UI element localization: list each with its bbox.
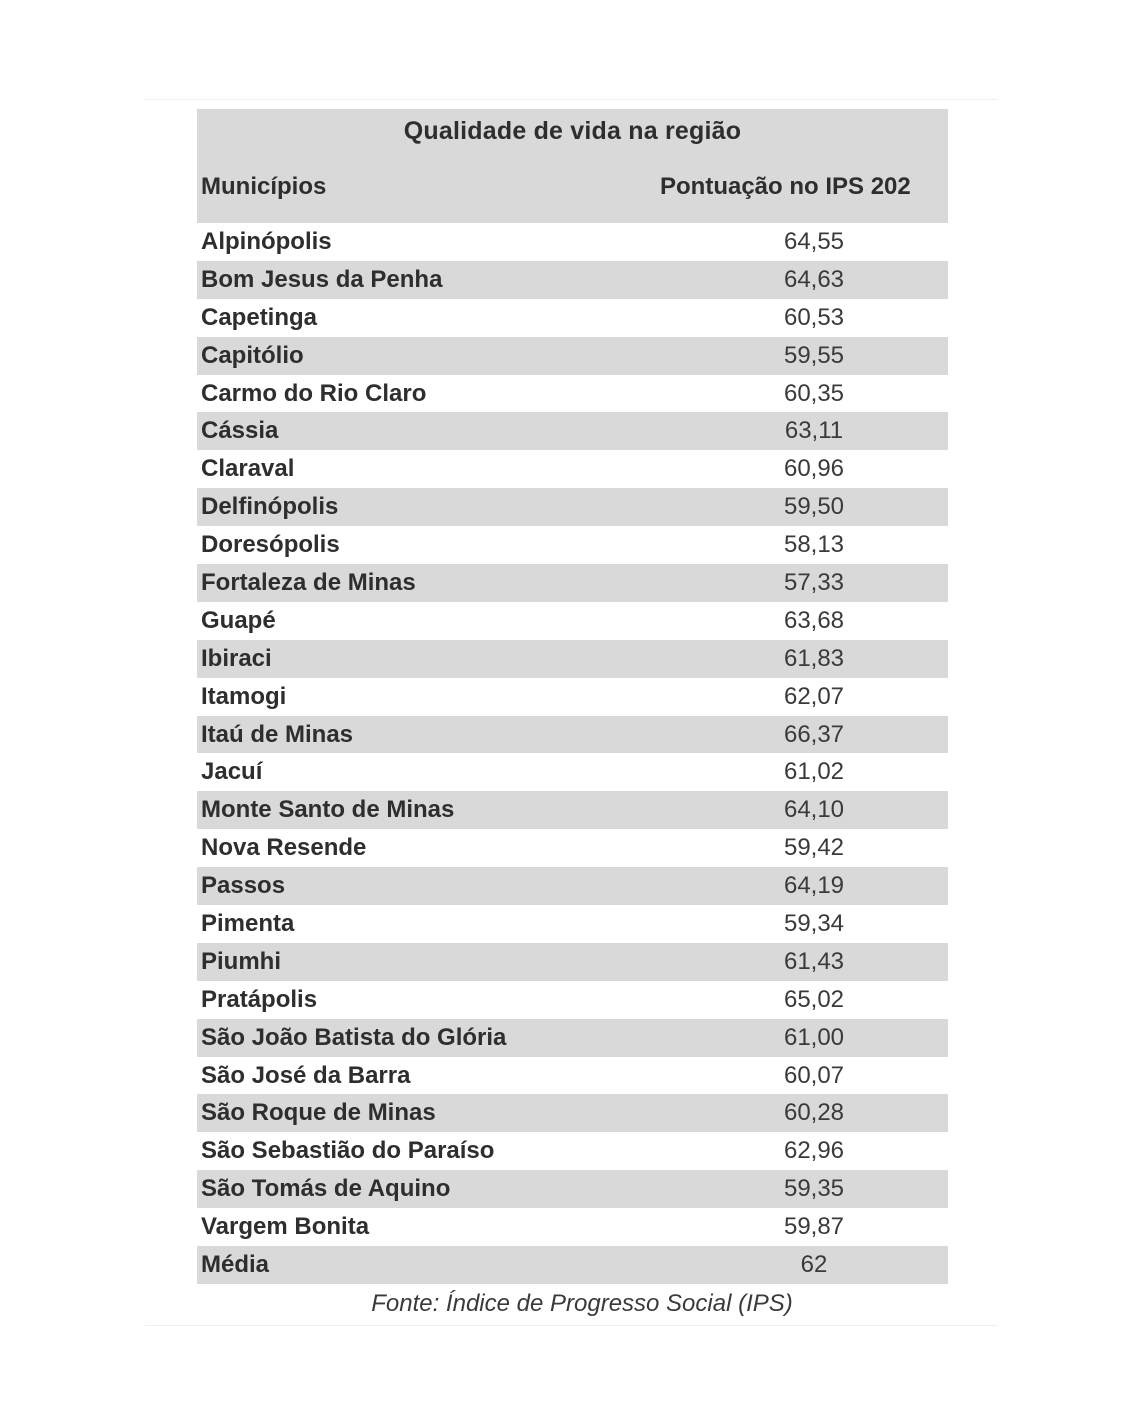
source-note: Fonte: Índice de Progresso Social (IPS)	[371, 1290, 793, 1317]
ips-score: 64,10	[783, 796, 845, 824]
municipality-name: Bom Jesus da Penha	[201, 265, 443, 293]
ips-score: 59,50	[783, 493, 845, 521]
ips-score: 57,33	[783, 568, 845, 596]
ips-score: 63,11	[784, 417, 844, 445]
municipality-name: Cássia	[201, 417, 279, 445]
municipality-name: Monte Santo de Minas	[201, 796, 455, 824]
municipality-name: Nova Resende	[201, 834, 367, 862]
municipality-name: Ibiraci	[201, 644, 272, 672]
ips-score: 61,00	[783, 1023, 845, 1051]
ips-score: 66,37	[783, 720, 845, 748]
table-row	[197, 450, 948, 488]
municipality-name: Guapé	[201, 606, 276, 634]
quality-of-life-table	[197, 109, 948, 1284]
municipality-name: Piumhi	[201, 947, 282, 975]
table-row	[197, 1170, 948, 1208]
municipality-name: São Sebastião do Paraíso	[201, 1137, 495, 1165]
ips-score: 60,53	[783, 303, 845, 331]
municipality-name: Delfinópolis	[201, 493, 339, 521]
bottom-rule	[145, 1325, 997, 1326]
ips-score: 62,96	[783, 1137, 845, 1165]
table-row	[197, 602, 948, 640]
table-row	[197, 261, 948, 299]
table-row	[197, 1208, 948, 1246]
table-body	[197, 223, 948, 1284]
ips-score: 60,96	[783, 455, 845, 483]
table-row	[197, 829, 948, 867]
municipality-name: Passos	[201, 872, 286, 900]
municipality-name: Pratápolis	[201, 985, 318, 1013]
ips-score: 59,42	[783, 834, 845, 862]
table-row	[197, 526, 948, 564]
table-row	[197, 753, 948, 791]
ips-score: 62,07	[783, 682, 845, 710]
top-rule	[145, 99, 997, 100]
table-row	[197, 564, 948, 602]
ips-score: 58,13	[783, 531, 845, 559]
municipality-name: São José da Barra	[201, 1061, 411, 1089]
table-row	[197, 943, 948, 981]
ips-score: 64,19	[783, 872, 845, 900]
municipality-name: Claraval	[201, 455, 295, 483]
municipality-name: Alpinópolis	[201, 227, 332, 255]
table-row	[197, 412, 948, 450]
ips-score: 59,87	[783, 1213, 845, 1241]
table-row	[197, 1057, 948, 1095]
municipality-name: Vargem Bonita	[201, 1213, 370, 1241]
municipality-name: Itaú de Minas	[201, 720, 354, 748]
municipality-name: São Tomás de Aquino	[201, 1175, 451, 1203]
municipality-name: Carmo do Rio Claro	[201, 379, 427, 407]
table-header	[197, 109, 948, 223]
ips-score: 61,83	[783, 644, 845, 672]
average-row	[197, 1246, 948, 1284]
ips-score: 64,63	[783, 265, 845, 293]
municipality-name: Doresópolis	[201, 531, 340, 559]
table-title: Qualidade de vida na região	[403, 117, 742, 145]
ips-score: 60,07	[783, 1061, 845, 1089]
ips-score: 62	[800, 1250, 828, 1278]
ips-score: 59,55	[783, 341, 845, 369]
table-row	[197, 905, 948, 943]
table-row	[197, 337, 948, 375]
table-row	[197, 375, 948, 413]
table-row	[197, 488, 948, 526]
municipality-name: Capitólio	[201, 341, 304, 369]
table-row	[197, 1094, 948, 1132]
municipality-name: São João Batista do Glória	[201, 1023, 507, 1051]
table-row	[197, 1019, 948, 1057]
ips-score: 61,02	[783, 758, 845, 786]
municipality-name: Capetinga	[201, 303, 318, 331]
table-row	[197, 1132, 948, 1170]
ips-score: 65,02	[783, 985, 845, 1013]
ips-score: 61,43	[783, 947, 845, 975]
ips-score: 59,34	[783, 909, 845, 937]
ips-score: 59,35	[783, 1175, 845, 1203]
table-row	[197, 981, 948, 1019]
municipality-name: Média	[201, 1250, 270, 1278]
table-row	[197, 791, 948, 829]
ips-score: 60,28	[783, 1099, 845, 1127]
municipality-name: São Roque de Minas	[201, 1099, 436, 1127]
table-row	[197, 716, 948, 754]
municipality-name: Fortaleza de Minas	[201, 568, 416, 596]
ips-score: 64,55	[783, 227, 845, 255]
table-row	[197, 640, 948, 678]
municipality-name: Itamogi	[201, 682, 287, 710]
table-row	[197, 299, 948, 337]
table-row	[197, 678, 948, 716]
municipality-name: Jacuí	[201, 758, 263, 786]
ips-score: 63,68	[783, 606, 845, 634]
municipality-name: Pimenta	[201, 909, 295, 937]
column-header-municipalities: Municípios	[201, 173, 327, 200]
column-header-ips-score: Pontuação no IPS 202	[660, 173, 911, 200]
table-row	[197, 867, 948, 905]
table-row	[197, 223, 948, 261]
ips-score: 60,35	[783, 379, 845, 407]
